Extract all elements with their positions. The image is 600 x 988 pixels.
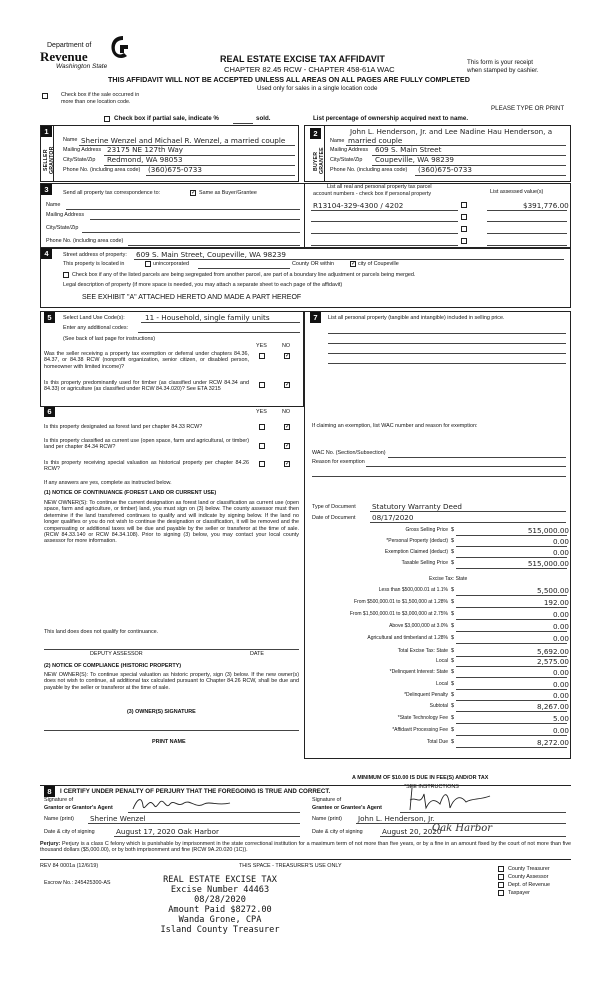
seller-name-label: Name [63,137,78,143]
tax-row-currency: $ [451,703,455,709]
deputy-assessor-label: DEPUTY ASSESSOR [90,651,143,657]
tax-row-underline [456,666,567,667]
tax-row-currency: $ [451,560,455,566]
segregated-checkbox[interactable] [63,272,69,278]
grantor-sig-label-2: Grantor or Grantor's Agent [44,805,113,811]
assessed-value-field[interactable]: $391,776.00 [523,201,569,210]
buyer-mail-label: Mailing Address [330,147,369,153]
sec5-q2-yes[interactable] [259,382,265,388]
treasurer-space-label: THIS SPACE - TREASURER'S USE ONLY [239,863,342,869]
section-7-number: 7 [310,312,321,323]
tax-row-currency: $ [451,538,455,544]
legal-label: Legal description of property (if more space is needed, you may attach a separate sheet to each page of the affidavit) [63,282,343,288]
receipt-note-1: This form is your receipt [467,59,534,66]
buyer-city-field[interactable]: Coupeville, WA 98239 [375,155,454,164]
tax-row-label: Taxable Selling Price [401,560,448,566]
tax-row-currency: $ [451,648,455,654]
tax-row-currency: $ [451,611,455,617]
tax-row-currency: $ [451,587,455,593]
sec6-question-3: Is this property receiving special valuation as historical property per chapter 84.26 RCW? [44,460,249,473]
street-label: Street address of property: [63,252,127,258]
multi-location-label-1: Check box if the sale occurred in [61,92,140,98]
grantor-date-label: Date & city of signing [44,829,95,835]
section-1-number: 1 [41,126,52,137]
tax-row-underline [456,607,567,608]
wa-logo-icon [108,33,130,63]
buyer-name-line-1[interactable]: John L. Henderson, Jr. and Lee Nadine Hau Henderson, a [350,127,553,136]
corr-phone-label: Phone No. (including area code) [46,238,124,244]
tax-row-value[interactable]: 0.00 [552,622,569,631]
tax-row-underline [456,689,567,690]
receipt-note-2: when stamped by cashier. [467,67,539,74]
buyer-phone-label: Phone No. (including area code) [330,167,408,173]
stamp-line-2: Excise Number 44463 [170,885,270,895]
tax-row-label: *State Technology Fee [397,715,448,721]
segregated-label: Check box if any of the listed parcels are being segregated from another parcel, are part of a boundary line adjustment or parcels being merged. [72,272,416,278]
tax-row-value[interactable]: 0.00 [552,537,569,546]
doc-type-label: Type of Document [312,504,356,510]
corr-city-label: City/State/Zip [46,225,79,231]
stamp-line-4: Amount Paid $8272.00 [168,905,272,915]
parcel-personal-checkbox-2[interactable] [461,214,467,220]
seller-name-field[interactable]: Sherine Wenzel and Michael R. Wenzel, a married couple [81,136,286,145]
assessed-header: List assessed value(s) [490,189,544,195]
sec6-question-2: Is this property classified as current use (open space, farm and agricultural, or timber) land per chapter 84.34 RCW? [44,438,249,451]
dept-line1: Department of [47,42,92,49]
doc-date-field[interactable]: 08/17/2020 [372,513,414,522]
doc-type-field[interactable]: Statutory Warranty Deed [372,502,462,511]
street-field[interactable]: 609 S. Main Street, Coupeville, WA 98239 [136,250,286,259]
tax-row-label: Above $3,000,000 at 3.0% [389,623,448,629]
qualify-label: This land does does not qualify for continuance. [44,629,159,635]
tax-row-value[interactable]: 5.00 [552,714,569,723]
tax-row-value[interactable]: 0.00 [552,610,569,619]
stamp-line-5: Wanda Grone, CPA [178,915,262,925]
tax-row-value[interactable]: 0.00 [552,726,569,735]
tax-row-currency: $ [451,692,455,698]
sec6-question-1: Is this property designated as forest land per chapter 84.33 RCW? [44,424,203,430]
same-as-buyer-label: Same as Buyer/Grantee [199,190,257,196]
stamp-line-6: Island County Treasurer [160,925,280,935]
multi-location-checkbox[interactable] [42,93,48,99]
perjury-label: Perjury: [40,841,61,847]
tax-row-underline [456,595,567,596]
parcel-personal-checkbox-4[interactable] [461,238,467,244]
sec5-yes-header: YES [256,343,267,349]
tax-row-underline [456,643,567,644]
county-label: County OR within [292,261,334,267]
tax-row-currency: $ [451,727,455,733]
rev-number: REV 84 0001a (12/6/19) [40,863,99,869]
tax-row-label: From $500,000.01 to $1,500,000 at 1.28% [354,599,448,605]
tax-row-label: Total Due [426,739,448,745]
sec5-q1-yes[interactable] [259,353,265,359]
if-yes-note: If any answers are yes, complete as instructed below. [44,480,172,486]
tax-row-value[interactable]: 2,575.00 [536,657,569,666]
form-subtitle: CHAPTER 82.45 RCW - CHAPTER 458-61A WAC [224,65,395,74]
tax-row-value[interactable]: 0.00 [552,668,569,677]
parcel-personal-checkbox-3[interactable] [461,226,467,232]
dist-county-assessor: County Assessor [508,874,549,880]
seller-city-label: City/State/Zip [63,157,96,163]
notice-1-body: NEW OWNER(S): To continue the current designation as forest land or classification as current use (open space, farm and agriculture, or timber) land, you must sign on (3) below. The county assessor must then determine if the land transferred continues to qualify and will indicate by signing below. If the land no longer qualifies or you do not wish to continue the designation or classification, it will be removed and the compensating or additional taxes will be due and payable by the seller or transferor at the time of sale. (RCW 84.33.140 or RCW 84.34.108). Prior to signing (3) below, you may contact your local county assessor for more information. [44,500,299,545]
sec5-q1-no[interactable]: ✓ [285,353,291,359]
sec6-q1-yes[interactable] [259,424,265,430]
tax-row-value[interactable]: 515,000.00 [527,559,569,568]
located-label: This property is located in [63,261,125,267]
city-of-label: city of Coupeville [358,261,399,267]
tax-row-value[interactable]: 8,267.00 [536,702,569,711]
exhibit-text: SEE EXHIBIT "A" ATTACHED HERETO AND MADE A PART HEREOF [82,294,302,301]
tax-row-label: *Delinquent Interest: State [389,669,448,675]
dist-taxpayer-checkbox[interactable] [498,890,504,896]
tax-row-label: *Delinquent Penalty [404,692,448,698]
seller-mail-label: Mailing Address [63,147,102,153]
print-note: PLEASE TYPE OR PRINT [491,105,565,112]
grantor-name-label: Name (print) [44,816,74,822]
same-as-buyer-checkbox[interactable]: ✓ [191,190,197,196]
seller-phone-label: Phone No. (including area code) [63,167,141,173]
tax-row-underline [456,711,567,712]
doc-date-label: Date of Document [312,515,356,521]
tax-row-underline [456,631,567,632]
section-4-number: 4 [41,248,52,259]
section-8-number: 8 [44,786,55,797]
sec5-no-header: NO [282,343,291,349]
dist-county-treasurer: County Treasurer [508,866,550,872]
tax-row-underline [456,619,567,620]
notice-2-body: NEW OWNER(S): To continue special valuation as historic property, sign (3) below. If the new owner(s) does not wish to continue, all additional tax calculated pursuant to Chapter 84.26 RCW, shall be due and payable by the seller or transferor at the time of sale. [44,672,299,691]
tax-row-label: Local [436,658,448,664]
multi-location-label-2: more than one location code. [61,99,131,105]
stamp-line-3: 08/28/2020 [194,895,246,905]
grantee-city-handwritten[interactable]: Oak Harbor [432,823,493,834]
tax-row-value[interactable]: 8,272.00 [536,738,569,747]
corr-mail-label: Mailing Address [46,212,85,218]
seller-phone-field[interactable]: (360)675-0733 [148,165,202,174]
tax-row-label: Subtotal [429,703,448,709]
tax-row-currency: $ [451,623,455,629]
dist-dept-revenue: Dept. of Revenue [508,882,550,888]
section-2-number: 2 [310,128,321,139]
perjury-notice [40,841,571,854]
tax-row-label: From $1,500,000.01 to $3,000,000 at 2.75% [349,611,448,617]
sec5-question-2: Is this property predominantly used for timber (as classified under RCW 84.34 and 84.33) or agriculture (as classified under RCW 84.34.020)? See ETA 3215 [44,380,249,393]
grantee-date-field[interactable]: August 20, 2020 [382,827,442,836]
send-correspondence-label: Send all property tax correspondence to: [63,190,161,196]
land-use-field[interactable]: 11 - Household, single family units [145,313,270,322]
seller-side-label: SELLER GRANTOR [43,146,55,174]
city-checkbox[interactable]: ✓ [351,261,357,267]
grantee-date-label: Date & city of signing [312,829,363,835]
tax-row-label: Total Excise Tax: State [397,648,448,654]
partial-sale-checkbox[interactable] [104,116,110,122]
sec5-q2-no[interactable]: ✓ [285,382,291,388]
parcel-header-2: account numbers - check box if personal property [313,191,432,197]
see-instructions-note: *SEE INSTRUCTIONS [404,784,459,790]
wac-label: WAC No. (Section/Subsection) [312,450,386,456]
tax-row-currency: $ [451,681,455,687]
dept-line3: Washington State [56,63,108,70]
treasurer-stamp [150,875,290,935]
tax-row-underline [456,568,567,569]
sec6-q1-no[interactable]: ✓ [285,424,291,430]
sec5-question-1: Was the seller receiving a property tax exemption or deferral under chapters 84.36, 84.37, or 84.38 RCW (nonprofit organization, senior citizen, or disabled person, homeowner with limited income)? [44,351,249,370]
min-due-note: A MINIMUM OF $10.00 IS DUE IN FEE(S) AND/OR TAX [352,775,489,781]
tax-row-label: Agricultural and timberland at 1.28% [367,635,448,641]
seller-city-field[interactable]: Redmond, WA 98053 [107,155,183,164]
tax-row-underline [456,546,567,547]
tax-row-label: Local [436,681,448,687]
exemption-label: If claiming an exemption, list WAC number and reason for exemption: [312,423,478,429]
tax-row-label: Gross Selling Price [405,527,448,533]
owner-signature-label: (3) OWNER(S) SIGNATURE [127,709,196,715]
grantee-sig-label-2: Grantee or Grantee's Agent [312,805,382,811]
tax-row-underline [456,735,567,736]
excise-tax-header: Excise Tax: State [429,576,468,582]
dept-line2: Revenue [40,49,88,64]
sec6-q3-yes[interactable] [259,461,265,467]
perjury-text: Perjury is a class C felony which is punishable by imprisonment in the state correctional institution for a maximum term of not more than five years, or by a fine in an amount fixed by the court of not more than five thousand dollars ($5,000.00), or by both imprisonment and fine (RCW 9A.20.020 (1C)). [40,841,572,854]
parcel-header-1: List all real and personal property tax parcel [327,184,432,190]
print-name-label: PRINT NAME [152,739,186,745]
dist-county-assessor-checkbox[interactable] [498,874,504,880]
tax-row-label: *Affidavit Processing Fee [392,727,448,733]
tax-row-label: Exemption Claimed (deduct) [384,549,448,555]
single-location-note: Used only for sales in a single location code [257,85,378,92]
buyer-name-label: Name [330,138,345,144]
dist-county-treasurer-checkbox[interactable] [498,866,504,872]
tax-row-value[interactable]: 5,692.00 [536,647,569,656]
tax-row-currency: $ [451,635,455,641]
parcel-personal-checkbox-1[interactable] [461,202,467,208]
tax-row-underline [456,677,567,678]
tax-row-currency: $ [451,599,455,605]
partial-sale-label: Check box if partial sale, indicate % [114,115,219,122]
see-back-label: (See back of last page for instructions) [63,336,155,342]
parcel-number-field[interactable]: R13104-329-4300 / 4202 [313,201,404,210]
section-6-number: 6 [44,406,55,417]
grantee-signature[interactable] [402,786,502,814]
form-title: REAL ESTATE EXCISE TAX AFFIDAVIT [220,54,385,64]
personal-property-label: List all personal property (tangible and intangible) included in selling price. [328,315,505,321]
seller-mail-field[interactable]: 23175 NE 127th Way [107,145,184,154]
dist-taxpayer: Taxpayer [508,890,530,896]
dist-dept-revenue-checkbox[interactable] [498,882,504,888]
deputy-date-label: DATE [250,651,264,657]
partial-sold-label: sold. [256,115,271,122]
stamp-line-1: REAL ESTATE EXCISE TAX [163,875,277,885]
tax-row-underline [456,557,567,558]
sec6-q2-yes[interactable] [259,443,265,449]
section-5-number: 5 [44,312,55,323]
additional-codes-label: Enter any additional codes: [63,325,129,331]
grantee-name-field[interactable]: John L. Henderson, Jr. [358,814,435,823]
escrow-number: Escrow No.: 245425300-AS [44,880,111,886]
tax-row-value[interactable]: 5,500.00 [536,586,569,595]
tax-row-currency: $ [451,669,455,675]
buyer-mail-field[interactable]: 609 S. Main Street [375,145,442,154]
tax-row-value[interactable]: 515,000.00 [527,526,569,535]
tax-row-value[interactable]: 0.00 [552,548,569,557]
tax-row-value[interactable]: 0.00 [552,680,569,689]
grantor-name-field[interactable]: Sherine Wenzel [90,814,146,823]
warning-text: THIS AFFIDAVIT WILL NOT BE ACCEPTED UNLESS ALL AREAS ON ALL PAGES ARE FULLY COMPLETED [108,75,470,84]
tax-row-underline [456,747,567,748]
tax-row-label: Less than $500,000.01 at 1.1% [378,587,448,593]
tax-row-currency: $ [451,739,455,745]
grantee-sig-label-1: Signature of [312,797,342,803]
buyer-city-label: City/State/Zip [330,157,363,163]
tax-row-label: *Personal Property (deduct) [386,538,448,544]
corr-name-label: Name [46,202,61,208]
certify-statement: I CERTIFY UNDER PENALTY OF PERJURY THAT THE FOREGOING IS TRUE AND CORRECT. [60,788,331,795]
sec6-q3-no[interactable]: ✓ [285,461,291,467]
tax-row-underline [456,535,567,536]
sec6-no-header: NO [282,409,291,415]
tax-row-value[interactable]: 0.00 [552,691,569,700]
notice-1-title: (1) NOTICE OF CONTINUANCE (FOREST LAND OR CURRENT USE) [44,490,217,496]
buyer-phone-field[interactable]: (360)675-0733 [418,165,472,174]
sec6-q2-no[interactable]: ✓ [285,443,291,449]
section-3-number: 3 [41,184,52,195]
tax-row-currency: $ [451,549,455,555]
land-use-label: Select Land Use Code(s): [63,315,125,321]
grantee-name-label: Name (print) [312,816,342,822]
grantor-sig-label-1: Signature of [44,797,74,803]
tax-row-value[interactable]: 192.00 [543,598,569,607]
list-percentage-label: List percentage of ownership acquired next to name. [313,115,469,122]
buyer-name-line-2[interactable]: married couple [348,136,403,145]
unincorporated-checkbox[interactable] [145,261,151,267]
sec6-yes-header: YES [256,409,267,415]
tax-row-value[interactable]: 0.00 [552,634,569,643]
tax-row-currency: $ [451,527,455,533]
unincorporated-label: unincorporated [153,261,189,267]
buyer-side-label: BUYER GRANTEE [313,147,325,175]
reason-label: Reason for exemption [312,459,365,465]
grantor-date-field[interactable]: August 17, 2020 Oak Harbor [116,827,219,836]
notice-2-title: (2) NOTICE OF COMPLIANCE (HISTORIC PROPERTY) [44,663,182,669]
tax-row-currency: $ [451,715,455,721]
tax-row-underline [456,723,567,724]
tax-row-currency: $ [451,658,455,664]
tax-row-underline [456,700,567,701]
